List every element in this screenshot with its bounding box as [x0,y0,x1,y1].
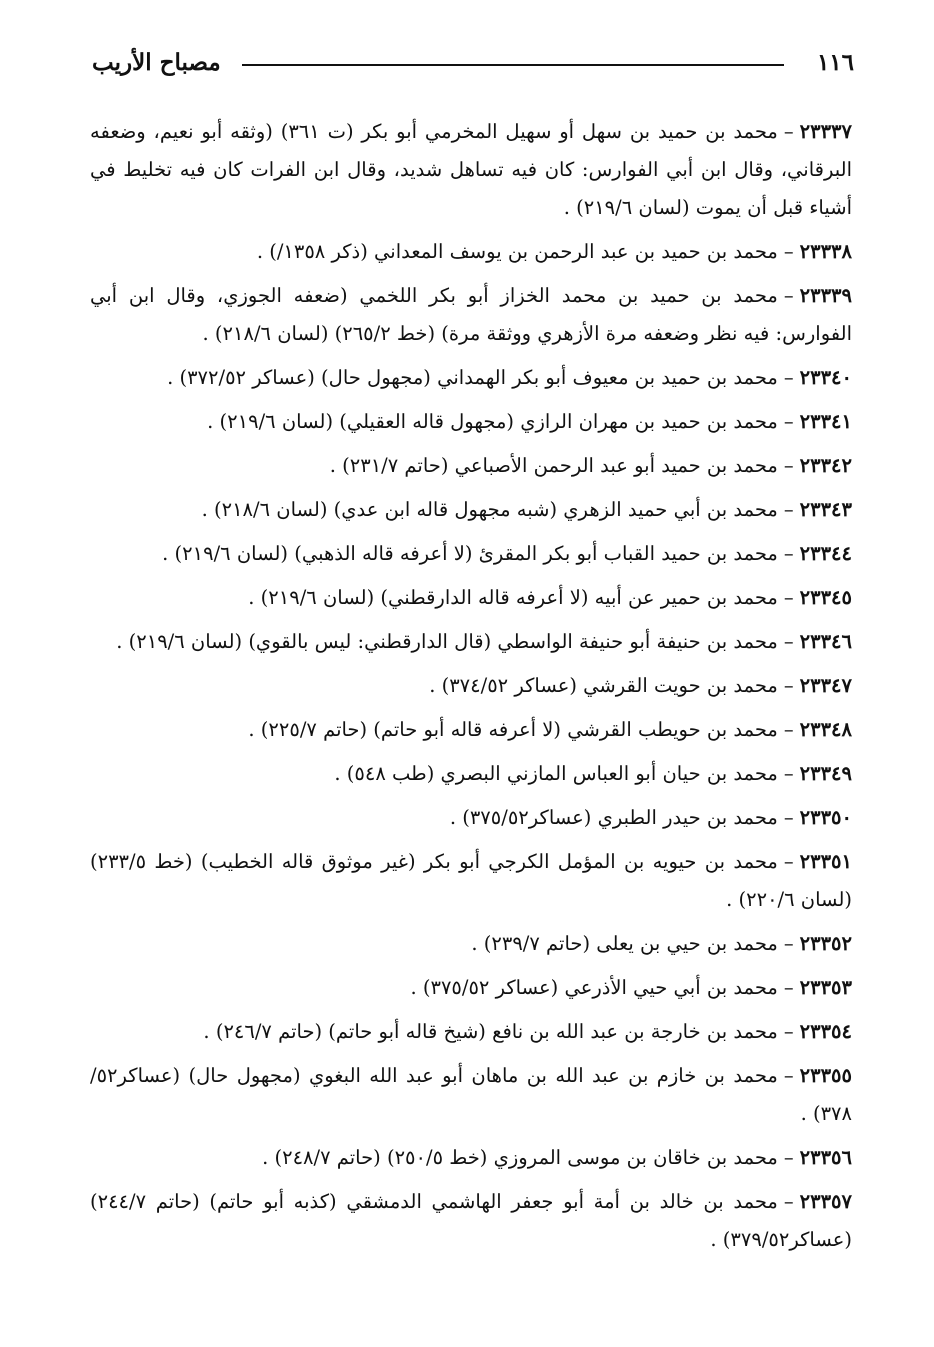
entry-number: ٢٣٣٥٢ [799,932,852,955]
entry-text: محمد بن حنيفة أبو حنيفة الواسطي (قال الدارقطني: ليس بالقوي) (لسان ٢١٩/٦) . [116,630,778,653]
entry-text: محمد بن حميد بن معيوف أبو بكر الهمداني (مجهول حال) (عساكر ٣٧٢/٥٢) . [167,366,778,389]
entry-dash: – [783,1190,794,1213]
entry-dash: – [783,630,794,653]
page-header [92,46,854,80]
entry-text: محمد بن حويطب القرشي (لا أعرفه قاله أبو حاتم) (حاتم ٢٢٥/٧) . [248,718,778,741]
book-title: مصباح الأريب [92,49,221,76]
list-item [90,359,852,397]
entry-text: محمد بن حميد بن عبد الرحمن بن يوسف المعداني (ذكر ١٣٥٨/) . [256,240,778,263]
list-item [90,623,852,661]
list-item [90,843,852,919]
list-item [90,711,852,749]
list-item [90,447,852,485]
header-rule [242,64,784,66]
entry-text: محمد بن حميد بن مهران الرازي (مجهول قاله العقيلي) (لسان ٢١٩/٦) . [207,410,778,433]
entry-number: ٢٣٣٣٩ [799,284,852,307]
entry-number: ٢٣٣٤٠ [799,366,852,389]
list-item [90,1013,852,1051]
entry-dash: – [783,366,794,389]
list-item [90,277,852,353]
entry-text: محمد بن حيي بن يعلى (حاتم ٢٣٩/٧) . [471,932,778,955]
list-item [90,1057,852,1133]
entry-number: ٢٣٣٥٠ [799,806,852,829]
entry-number: ٢٣٣٤٨ [799,718,852,741]
entry-dash: – [783,586,794,609]
list-item [90,579,852,617]
entry-number: ٢٣٣٤٢ [799,454,852,477]
entry-number: ٢٣٣٤٤ [799,542,852,565]
entry-dash: – [783,240,794,263]
entry-text: محمد بن حمير عن أبيه (لا أعرفه قاله الدارقطني) (لسان ٢١٩/٦) . [248,586,778,609]
entry-text: محمد بن أبي حميد الزهري (شبه مجهول قاله ابن عدي) (لسان ٢١٨/٦) . [201,498,778,521]
entry-text: محمد بن حميد القباب أبو بكر المقرئ (لا أعرفه قاله الذهبي) (لسان ٢١٩/٦) . [162,542,778,565]
entry-text: محمد بن حميد بن سهل أو سهيل المخرمي أبو بكر (ت ٣٦١) (وثقه أبو نعيم، وضعفه البرقاني، وقال ابن أبي الفوارس: كان فيه تساهل شديد، وقال ابن الفرات كان فيه تخليط في أشياء قبل أن يموت (لسان ٢١٩/٦) . [90,120,852,219]
entry-dash: – [783,976,794,999]
list-item [90,113,852,227]
entry-number: ٢٣٣٥٥ [799,1064,852,1087]
entry-text: محمد بن حيويه بن المؤمل الكرجي أبو بكر (غير موثوق قاله الخطيب) (خط ٢٣٣/٥) (لسان ٢٢٠/٦) . [90,850,852,911]
entry-number: ٢٣٣٤٩ [799,762,852,785]
list-item [90,1139,852,1177]
list-item [90,799,852,837]
page-number: ١١٦ [816,49,854,76]
entry-number: ٢٣٣٤٧ [799,674,852,697]
entry-number: ٢٣٣٤١ [799,410,852,433]
entry-dash: – [783,850,794,873]
list-item [90,667,852,705]
entry-dash: – [783,718,794,741]
list-item [90,535,852,573]
entry-number: ٢٣٣٤٣ [799,498,852,521]
entry-text: محمد بن حيان أبو العباس المازني البصري (طب ٥٤٨) . [334,762,778,785]
entry-dash: – [783,1020,794,1043]
entry-number: ٢٣٣٥٧ [799,1190,852,1213]
entry-number: ٢٣٣٤٦ [799,630,852,653]
entry-text: محمد بن أبي حيي الأذرعي (عساكر ٣٧٥/٥٢) . [410,976,778,999]
entry-dash: – [783,806,794,829]
entry-number: ٢٣٣٥٣ [799,976,852,999]
entry-dash: – [783,410,794,433]
entry-dash: – [783,284,794,307]
entry-dash: – [783,762,794,785]
list-item [90,925,852,963]
entry-text: محمد بن خالد بن أمة أبو جعفر الهاشمي الدمشقي (كذبه أبو حاتم) (حاتم ٢٤٤/٧) (عساكر٣٧٩/٥٢) . [90,1190,852,1251]
entry-number: ٢٣٣٥١ [799,850,852,873]
entry-dash: – [783,120,794,143]
entry-dash: – [783,932,794,955]
entry-number: ٢٣٣٣٧ [799,120,852,143]
entry-number: ٢٣٣٣٨ [799,240,852,263]
entry-dash: – [783,1064,794,1087]
list-item [90,233,852,271]
entry-text: محمد بن حميد بن محمد الخزاز أبو بكر اللخمي (ضعفه الجوزي، وقال ابن أبي الفوارس: فيه نظر وضعفه مرة الأزهري ووثقة مرة) (خط ٢٦٥/٢) (لسان ٢١٨/٦) . [90,284,852,345]
entry-text: محمد بن حميد أبو عبد الرحمن الأصباعي (حاتم ٢٣١/٧) . [329,454,778,477]
list-item [90,491,852,529]
list-item [90,969,852,1007]
entry-text: محمد بن خاقان بن موسى المروزي (خط ٢٥٠/٥) (حاتم ٢٤٨/٧) . [262,1146,778,1169]
entry-dash: – [783,542,794,565]
entry-number: ٢٣٣٥٦ [799,1146,852,1169]
entry-text: محمد بن حويت القرشي (عساكر ٣٧٤/٥٢) . [429,674,778,697]
entries-list [90,113,852,1265]
list-item [90,1183,852,1259]
entry-dash: – [783,674,794,697]
entry-number: ٢٣٣٤٥ [799,586,852,609]
entry-dash: – [783,454,794,477]
entry-dash: – [783,498,794,521]
entry-dash: – [783,1146,794,1169]
entry-number: ٢٣٣٥٤ [799,1020,852,1043]
list-item [90,755,852,793]
entry-text: محمد بن حيدر الطبري (عساكر٣٧٥/٥٢) . [449,806,778,829]
entry-text: محمد بن خارجة بن عبد الله بن نافع (شيخ قاله أبو حاتم) (حاتم ٢٤٦/٧) . [203,1020,778,1043]
list-item [90,403,852,441]
entry-text: محمد بن خازم بن عبد الله بن ماهان أبو عبد الله البغوي (مجهول حال) (عساكر٥٢/ ٣٧٨) . [90,1064,852,1125]
